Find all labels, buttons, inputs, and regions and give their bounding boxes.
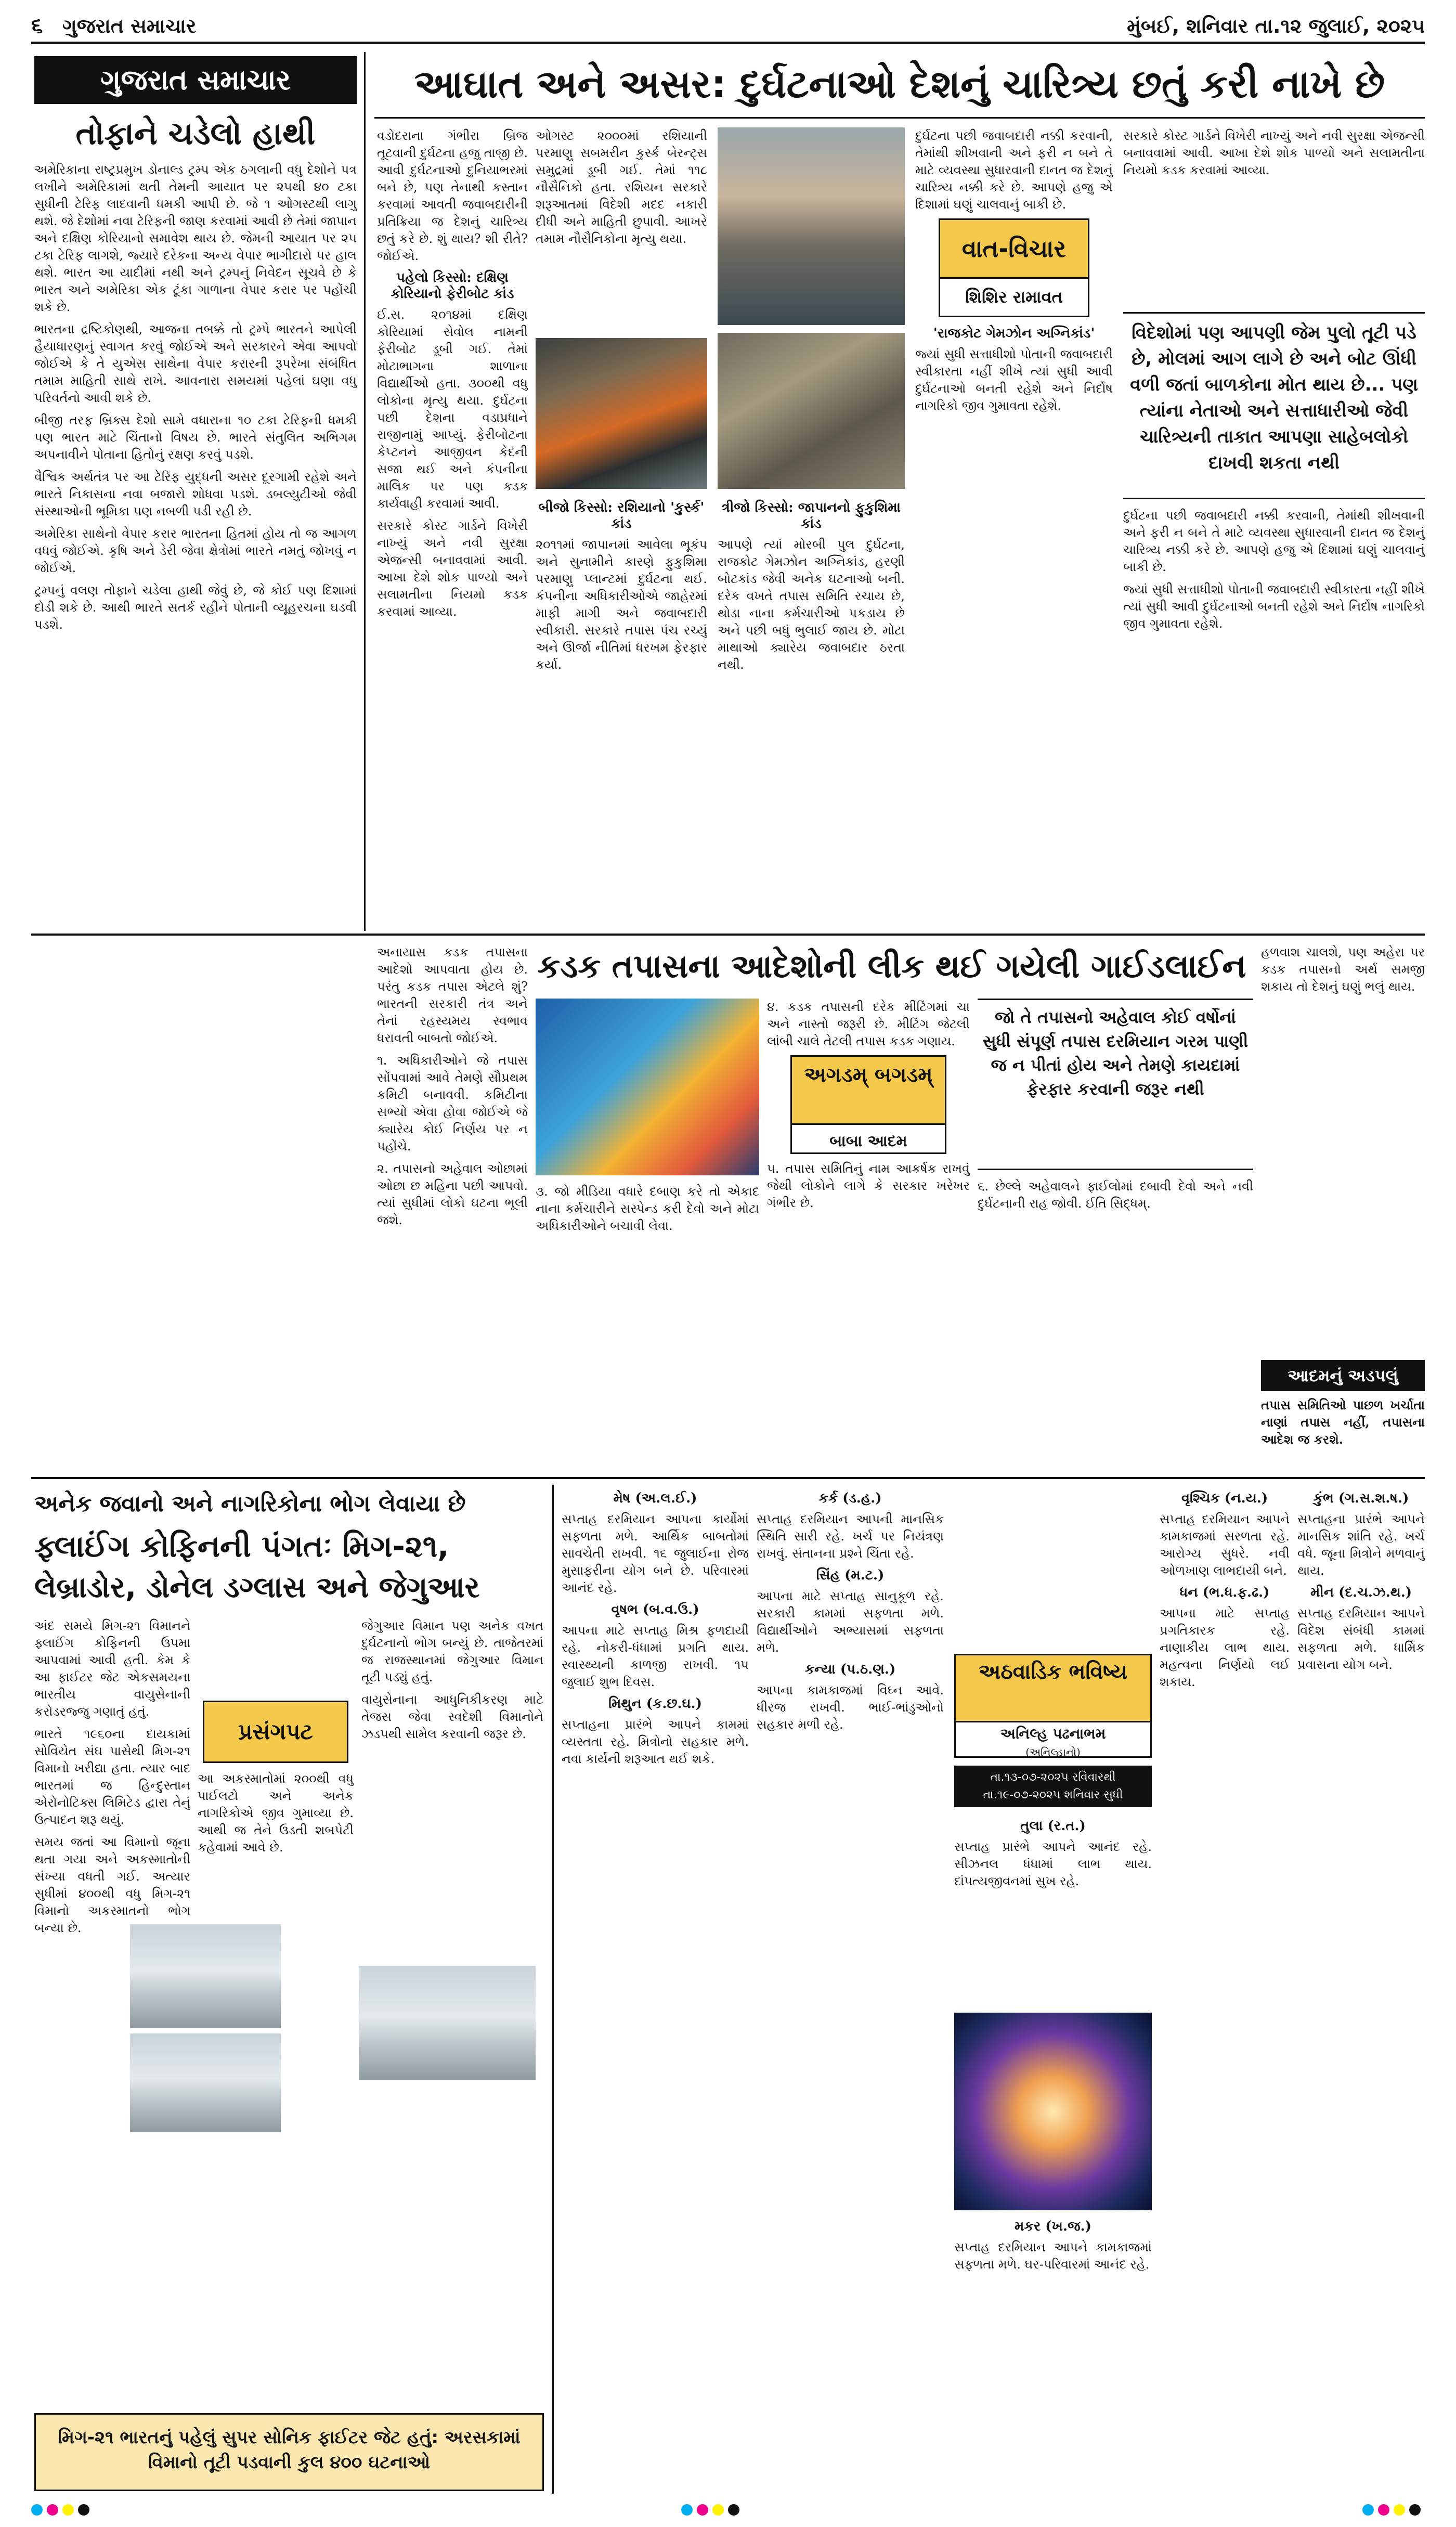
masthead-banner bbox=[34, 56, 357, 104]
main-story-col-2b bbox=[536, 497, 707, 923]
sign-name: તુલા (ર.ત.) bbox=[1020, 1818, 1086, 1834]
registration-mark-yellow bbox=[1394, 2504, 1405, 2516]
second-story-paragraph: અનાયાસ કડક તપાસના આદેશો આપવાતા હોય છે. પરંતુ કડક તપાસ એટલે શું? ભારતની સરકારી તંત્ર અને તેનાં રહસ્યમય સ્વભાવ ધરાવતી બાબતો જોઈએ. bbox=[377, 945, 528, 1045]
main-headline-rule bbox=[374, 117, 1425, 119]
sign-text: સપ્તાહ દરમિયાન આપને કામકાજમાં સરળતા રહે. આરોગ્ય સુધરે. નવી ઓળખાણ લાભદાયી બને. bbox=[1160, 1512, 1290, 1578]
editorial-paragraph: ટ્રમ્પનું વલણ તોફાને ચડેલા હાથી જેવું છે, જે કોઈ પણ દિશામાં દોડી શકે છે. આથી ભારતે સતર્ક રહીને પોતાની વ્યૂહરચના ઘડવી પડશે. bbox=[34, 583, 357, 632]
sign-name: ધન (ભ.ધ.ફ.ઢ.) bbox=[1179, 1585, 1270, 1600]
main-story-col-5b bbox=[1123, 507, 1425, 923]
main-story-paragraph: વડોદરાના ગંભીરા બ્રિજ તૂટવાની દુર્ઘટના હજુ તાજી છે. આવી દુર્ઘટનાઓ દુનિયાભરમાં બને છે, પણ તેનાથી કસ્તાન કરવામાં આવતી જવાબદારીની પ્રતિક્રિયા જ દેશનું ચારિત્ર્ય છતું કરે છે. શું થાય? શી રીતે? જોઈએ. bbox=[377, 128, 528, 263]
main-story-paragraph: આપણે ત્યાં મોરબી પુલ દુર્ઘટના, રાજકોટ ગેમઝોન અગ્નિકાંડ, હરણી બોટકાંડ જેવી અનેક ઘટનાઓ બની. દરેક વખતે તપાસ સમિતિ રચાય છે, થોડા નાના કર્મચારીઓ પકડાય છે અને પછી બધું ભુલાઈ જાય છે. મોટા માથાઓ ક્યારેય જવાબદાર ઠરતા નથી. bbox=[718, 537, 905, 672]
agadam-bagadam-badge bbox=[790, 1055, 946, 1154]
registration-mark-black bbox=[728, 2504, 739, 2516]
registration-mark-magenta bbox=[697, 2504, 708, 2516]
second-story-paragraph: હળવાશ ચાલશે, પણ અહેરા પર કડક તપાસનો અર્થ સમજી શકાય તો દેશનું ઘણું ભલું થાય. bbox=[1261, 945, 1425, 994]
section-rule-2 bbox=[31, 1477, 1425, 1479]
sign-text: આપના માટે સપ્તાહ મિશ્ર ફળદાયી રહે. નોકરી-ધંધામાં પ્રગતિ થાય. સ્વાસ્થ્યની કાળજી રાખવી. ૧૫ જુલાઈ શુભ દિવસ. bbox=[562, 1623, 749, 1689]
horoscope-badge bbox=[954, 1654, 1152, 1758]
sign-name: સિંહ (મ.ટ.) bbox=[816, 1567, 885, 1583]
second-story-paragraph: ૩. જો મીડિયા વધારે દબાણ કરે તો એકાદ નાના કર્મચારીને સસ્પેન્ડ કરી દેવો અને મોટા અધિકારીઓને બચાવી લેવા. bbox=[536, 1184, 759, 1233]
editorial-paragraph: ભારતના દ્રષ્ટિકોણથી, આજના તબક્કે તો ટ્રમ્પે ભારતને આપેલી હૈયાધારણનું સ્વાગત કરવું જોઈએ અને સરકારને એવા આપવો જોઈએ કે તે યુએસ સાથેના વેપાર કરારની રૂપરેખા સંબંધિત તમામ માહિતી સાથે રાખે. આવનારા સમયમાં પહેલાં ઘણા વધુ પરિવર્તનો આવી શકે છે. bbox=[34, 322, 357, 405]
registration-mark-black bbox=[1409, 2504, 1421, 2516]
registration-mark-cyan bbox=[681, 2504, 693, 2516]
main-story-subhead: 'રાજકોટ ગેમઝોન અગ્નિકાંડ' bbox=[933, 326, 1095, 341]
badge-author: શિશિર રામાવત bbox=[965, 287, 1063, 307]
second-story-col-1 bbox=[377, 944, 528, 1469]
main-story-col-3 bbox=[718, 497, 905, 923]
editorial-paragraph: વૈશ્વિક અર્થતંત્ર પર આ ટેરિફ યુદ્ધની અસર દૂરગામી રહેશે અને ભારતે નિકાસના નવા બજારો શોધવા પડશે. ડબલ્યુટીઓ જેવી સંસ્થાઓની ભૂમિકા પણ નબળી પડી રહી છે. bbox=[34, 470, 357, 519]
page-header bbox=[31, 11, 1425, 41]
pullquote-text: વિદેશોમાં પણ આપણી જેમ પુલો તૂટી પડે છે, મોલમાં આગ લાગે છે અને બોટ ઊંધી વળી જતાં બાળકોના મોત થાય છે... પણ ત્યાંના નેતાઓ અને સત્તાધારીઓ જેવી ચારિત્ર્યની તાકાત આપણા સાહેબલોકો દાખવી શકતા નથી bbox=[1130, 322, 1418, 473]
sign-text: સપ્તાહના પ્રારંભે આપને માનસિક શાંતિ રહે. ખર્ચ વધે. જૂના મિત્રોને મળવાનું થાય. bbox=[1297, 1512, 1425, 1578]
horoscope-col-2 bbox=[757, 1487, 944, 2491]
sign-name: મીન (દ.ચ.ઝ.થ.) bbox=[1310, 1585, 1412, 1600]
ship-fire-photo bbox=[536, 338, 707, 489]
jet-story-paragraph: સમય જતાં આ વિમાનો જૂના થતા ગયા અને અકસ્માતોની સંખ્યા વધતી ગઈ. અત્યાર સુધીમાં ૪૦૦થી વધુ મિગ-૨૧ વિમાનો અકસ્માતનો ભોગ બન્યા છે. bbox=[34, 1835, 190, 1935]
meeting-illustration bbox=[536, 999, 759, 1175]
horoscope-author: અનિલ્હ પઢનાભમ bbox=[1000, 1725, 1106, 1742]
sign-name: મેષ (અ.લ.ઈ.) bbox=[613, 1491, 697, 1506]
horoscope-col-5 bbox=[1297, 1487, 1425, 2491]
adadam-tagline-box bbox=[1261, 1360, 1425, 1391]
second-story-col-3 bbox=[767, 999, 970, 1469]
pullquote-text: જો તે તપાસનો અહેવાલ કોઈ વર્ષોનાં સુધી સંપૂર્ણ તપાસ દરમિયાન ગરમ પાણી જ ન પીતાં હોય અને તેમણે કાયદામાં ફેરફાર કરવાની જરૂર નથી bbox=[982, 1007, 1249, 1099]
sign-text: આપના કામકાજમાં વિઘ્ન આવે. ધીરજ રાખવી. ભાઈ-ભાંડુઓનો સહકાર મળી રહે. bbox=[757, 1683, 944, 1732]
second-story-paragraph: ૬. છેલ્લે અહેવાલને ફાઈલોમાં દબાવી દેવો અને નવી દુર્ઘટનાની રાહ જોવી. ઈતિ સિદ્ધમ્. bbox=[978, 1179, 1253, 1211]
editorial-paragraph: અમેરિકા સાથેનો વેપાર કરાર ભારતના હિતમાં હોય તો જ આગળ વધવું જોઈએ. કૃષિ અને ડેરી જેવા ક્ષેત્રોમાં ભારતે નમતું જોખવું ન જોઈએ. bbox=[34, 526, 357, 575]
header-rule bbox=[31, 42, 1425, 44]
badge-author: બાબા આદમ bbox=[829, 1132, 907, 1150]
jet-story-paragraph: અંદ સમયે મિગ-૨૧ વિમાનને ફ્લાઈંગ કોફિનની ઉપમા આપવામાં આવી હતી. કેમ કે આ ફાઈટર જેટ એકસમયના ભારતીય વાયુસેનાની કરોડરજ્જુ ગણાતું હતું. bbox=[34, 1618, 190, 1719]
registration-mark-yellow bbox=[712, 2504, 724, 2516]
jet-headline-line1: ફ્લાઈંગ કોફિનની પંગતઃ મિગ-૨૧, bbox=[34, 1528, 449, 1564]
second-headline: કડક તપાસના આદેશોની લીક થઈ ગયેલી ગાઈડલાઈન bbox=[537, 947, 1246, 985]
main-story-subhead: ત્રીજો કિસ્સો: જાપાનનો ફુકુશિમા કાંડ bbox=[721, 500, 901, 532]
main-story-paragraph: સરકારે કોસ્ટ ગાર્ડને વિખેરી નાખ્યું અને નવી સુરક્ષા એજન્સી બનાવવામાં આવી. આખા દેશે શોક પાળ્યો અને સલામતીના નિયમો કડક કરવામાં આવ્યા. bbox=[377, 519, 528, 619]
sign-text: સપ્તાહના પ્રારંભે આપને કામમાં વ્યસ્તતા રહે. મિત્રોનો સહકાર મળે. નવા કાર્યની શરૂઆત થઈ શકે. bbox=[562, 1717, 749, 1766]
main-story-subhead: બીજો કિસ્સો: રશિયાનો 'કુર્સ્ક' કાંડ bbox=[538, 500, 705, 532]
second-story-paragraph: ૧. અધિકારીઓને જે તપાસ સોંપવામાં આવે તેમણે સૌપ્રથમ કમિટી બનાવવી. કમિટીના સભ્યો એવા હોવા જોઈએ જે ક્યારેય કોઈ નિર્ણય પર ન પહોંચે. bbox=[377, 1053, 528, 1154]
section-rule-1 bbox=[31, 934, 1425, 936]
left-column-divider bbox=[364, 52, 366, 931]
vaat-vichar-badge bbox=[939, 218, 1089, 317]
second-pullquote bbox=[978, 999, 1253, 1170]
jet-story-paragraph: જેગુઆર વિમાન પણ અનેક વખત દુર્ઘટનાનો ભોગ બન્યું છે. તાજેતરમાં જ રાજસ્થાનમાં જેગુઆર વિમાન તૂટી પડ્યું હતું. bbox=[361, 1618, 543, 1684]
main-story-paragraph: જ્યાં સુધી સત્તાધીશો પોતાની જવાબદારી સ્વીકારતા નહીં શીખે ત્યાં સુધી આવી દુર્ઘટનાઓ બનતી રહેશે અને નિર્દોષ નાગરિકો જીવ ગુમાવતા રહેશે. bbox=[1123, 582, 1425, 631]
sign-name: કર્ક (ડ.હ.) bbox=[818, 1491, 882, 1506]
badge-title: અગડમ્ બગડમ્ bbox=[792, 1057, 945, 1125]
jet-story-paragraph: વાયુસેનાના આધુનિકીકરણ માટે તેજસ જેવા સ્વદેશી વિમાનોને ઝડપથી સામેલ કરવાની જરૂર છે. bbox=[361, 1692, 543, 1741]
sign-name: કુંભ (ગ.સ.શ.ષ.) bbox=[1313, 1491, 1409, 1506]
sign-name: વૃશ્ચિક (ન.ય.) bbox=[1181, 1491, 1268, 1506]
horoscope-col-4 bbox=[1160, 1487, 1290, 2491]
main-story-subhead: પહેલો કિસ્સો: દક્ષિણ કોરિયાનો ફેરીબોટ કાંડ bbox=[391, 270, 514, 302]
registration-mark-magenta bbox=[1378, 2504, 1389, 2516]
registration-mark-yellow bbox=[62, 2504, 74, 2516]
main-story-paragraph: ઈ.સ. ૨૦૧૪માં દક્ષિણ કોરિયામાં સેવોલ નામની ફેરીબોટ ડૂબી ગઈ. તેમાં મોટાભાગના શાળાના વિદ્યાર્થીઓ હતા. ૩૦૦થી વધુ લોકોના મૃત્યુ થયા. દુર્ઘટના પછી દેશના વડાપ્રધાને રાજીનામું આપ્યું. ફેરીબોટના કેપ્ટનને આજીવન કેદની સજા થઈ અને કંપનીના માલિક પર પણ કડક કાર્યવાહી કરવામાં આવી. bbox=[377, 307, 528, 511]
debris-photo bbox=[718, 333, 905, 489]
jet-story-col-2 bbox=[198, 1617, 354, 2403]
nuclear-plant-photo bbox=[718, 127, 905, 325]
second-story-col-5 bbox=[1261, 944, 1425, 1355]
sign-text: સપ્તાહ દરમિયાન આપને કામકાજમાં સફળતા મળે. ઘર-પરિવારમાં આનંદ રહે. bbox=[954, 2240, 1152, 2272]
main-story-paragraph: દુર્ઘટના પછી જવાબદારી નક્કી કરવાની, તેમાંથી શીખવાની અને ફરી ન બને તે માટે વ્યવસ્થા સુધારવાની દાનત જ દેશનું ચારિત્ર્ય નક્કી કરે છે. આપણે હજુ એ દિશામાં ઘણું ચાલવાનું બાકી છે. bbox=[1123, 508, 1425, 574]
main-story-col-2 bbox=[536, 127, 707, 335]
second-story-paragraph: ૪. કડક તપાસની દરેક મીટિંગમાં ચા અને નાસ્તો જરૂરી છે. મીટિંગ જેટલી લાંબી ચાલે તેટલી તપાસ કડક ગણાય. bbox=[767, 1000, 970, 1048]
zodiac-wheel-image bbox=[954, 2013, 1152, 2210]
sign-name: મિથુન (ક.છ.ઘ.) bbox=[608, 1696, 702, 1712]
registration-mark-magenta bbox=[47, 2504, 58, 2516]
sign-text: આપના માટે સપ્તાહ સાનુકૂળ રહે. સરકારી કામમાં સફળતા મળે. વિદ્યાર્થીઓને અભ્યાસમાં સફળતા મળે. bbox=[757, 1589, 944, 1655]
horoscope-col-1 bbox=[562, 1487, 749, 2491]
jet-headline-line2: લેબ્રાડોર, ડોનેલ ડગ્લાસ અને જેગુઆર bbox=[34, 1571, 480, 1604]
editorial-title: તોફાને ચડેલો હાથી bbox=[75, 115, 316, 152]
jet-story-paragraph: ભારતે ૧૯૬૦ના દાયકામાં સોવિયેત સંઘ પાસેથી મિગ-૨૧ વિમાનો ખરીદ્યા હતા. ત્યાર બાદ ભારતમાં જ હિન્દુસ્તાન એરોનોટિક્સ લિમિટેડ દ્વારા તેનું ઉત્પાદન શરૂ થયું. bbox=[34, 1727, 190, 1827]
main-story-paragraph: ૨૦૧૧માં જાપાનમાં આવેલા ભૂકંપ અને સુનામીને કારણે ફુકુશિમા પરમાણુ પ્લાન્ટમાં દુર્ઘટના થઈ. કંપનીના અધિકારીઓએ જાહેરમાં માફી માગી અને જવાબદારી સ્વીકારી. સરકારે તપાસ પંચ રચ્યું અને ઊર્જા નીતિમાં ધરખમ ફેરફાર કર્યા. bbox=[536, 537, 707, 672]
sign-text: સપ્તાહ દરમિયાન આપના કાર્યોમાં સફળતા મળે. આર્થિક બાબતોમાં સાવચેતી રાખવી. ૧૬ જુલાઈના રોજ મુસાફરીના યોગ બને છે. પરિવારમાં આનંદ રહે. bbox=[562, 1512, 749, 1595]
main-headline: આઘાત અને અસર: દુર્ઘટનાઓ દેશનું ચારિત્ર્ય છતું કરી નાખે છે bbox=[414, 62, 1385, 107]
editorial-paragraph: બીજી તરફ બ્રિક્સ દેશો સામે વધારાના ૧૦ ટકા ટેરિફની ધમકી પણ ભારત માટે ચિંતાનો વિષય છે. ભારતે સંતુલિત અભિગમ અપનાવીને પોતાના હિતોનું રક્ષણ કરવું પડશે. bbox=[34, 413, 357, 462]
sign-name: વૃષભ (બ.વ.ઉ.) bbox=[611, 1602, 699, 1617]
masthead-title: ગુજરાત સમાચાર bbox=[100, 63, 291, 96]
horoscope-author-sub: (અનિલ્હાનો) bbox=[1025, 1746, 1081, 1758]
horoscope-dates bbox=[954, 1766, 1152, 1807]
main-pullquote bbox=[1123, 312, 1425, 499]
badge-title: અઠવાડિક ભવિષ્ય bbox=[956, 1655, 1150, 1722]
main-story-paragraph: સરકારે કોસ્ટ ગાર્ડને વિખેરી નાખ્યું અને નવી સુરક્ષા એજન્સી બનાવવામાં આવી. આખા દેશે શોક પાળ્યો અને સલામતીના નિયમો કડક કરવામાં આવ્યા. bbox=[1123, 128, 1425, 177]
second-story-paragraph: ૫. તપાસ સમિતિનું નામ આકર્ષક રાખવું જેથી લોકોને લાગે કે સરકાર ખરેખર ગંભીર છે. bbox=[767, 1161, 970, 1210]
sign-name: કન્યા (પ.ઠ.ણ.) bbox=[804, 1662, 896, 1677]
jet-story-paragraph: આ અકસ્માતોમાં ૨૦૦થી વધુ પાઈલટો અને અનેક નાગરિકોએ જીવ ગુમાવ્યા છે. આથી જ તેને ઉડતી શબપેટી કહેવામાં આવે છે. bbox=[198, 1771, 354, 1855]
sign-name: મકર (ખ.જ.) bbox=[1015, 2219, 1091, 2234]
horoscope-col-3a bbox=[954, 1815, 1152, 2007]
main-story-paragraph: જ્યાં સુધી સત્તાધીશો પોતાની જવાબદારી સ્વીકારતા નહીં શીખે ત્યાં સુધી આવી દુર્ઘટનાઓ બનતી રહેશે અને નિર્દોષ નાગરિકો જીવ ગુમાવતા રહેશે. bbox=[915, 347, 1113, 413]
second-story-footnote bbox=[1261, 1396, 1425, 1469]
horoscope-dates-text: તા.૧૩-૦૭-૨૦૨૫ રવિવારથી તા.૧૯-૦૭-૨૦૨૫ શનિવાર સુધી bbox=[983, 1771, 1123, 1802]
jet-bottom-text: મિગ-૨૧ ભારતનું પહેલું સુપર સોનિક ફાઈટર જેટ હતું: અરસકામાં વિમાનો તૂટી પડવાની કુલ ૪૦૦ ઘટનાઓ bbox=[58, 2427, 521, 2473]
sign-text: સપ્તાહ પ્રારંભે આપને આનંદ રહે. સીઝનલ ધંધામાં લાભ થાય. દાંપત્યજીવનમાં સુખ રહે. bbox=[954, 1839, 1152, 1888]
prasangpat-badge bbox=[203, 1701, 348, 1763]
registration-mark-black bbox=[78, 2504, 89, 2516]
editorial-body bbox=[34, 161, 357, 926]
sign-text: સપ્તાહ દરમિયાન આપની માનસિક સ્થિતિ સારી રહે. ખર્ચ પર નિયંત્રણ રાખવું. સંતાનના પ્રશ્ને ચિંતા રહે. bbox=[757, 1512, 944, 1561]
adadam-tagline: આદમનું અડપલું bbox=[1288, 1366, 1398, 1385]
editorial-paragraph: અમેરિકાના રાષ્ટ્રપ્રમુખ ડોનાલ્ડ ટ્રમ્પ એક ઠગલાની વધુ દેશોને પત્ર લખીને અમેરિકામાં થતી તેમની આયાત પર ૨૫થી ૪૦ ટકા સુધીની ટેરિફ લાદવાની ધમકી આપી છે. જે ૧ ઓગસ્ટથી લાગુ થશે. જે દેશોમાં નવા ટેરિફની જાણ કરવામાં આવી છે તેમાં જાપાન અને દક્ષિણ કોરિયાનો સમાવેશ થાય છે. જેમની આયાત પર ૨૫ ટકા ટેરિફ લાગશે, જ્યારે દરેકના અન્ય વેપાર ભાગીદારો પર હાલ થશે. ભારત આ યાદીમાં નથી અને ટ્રમ્પનું નિવેદન સૂચવે છે કે ભારત અને અમેરિકા એક ટૂંકા ગાળાના વેપાર કરાર પર પહોંચી શકે છે. bbox=[34, 162, 357, 314]
registration-mark-cyan bbox=[1362, 2504, 1374, 2516]
main-story-col-4 bbox=[915, 127, 1113, 923]
sign-text: સપ્તાહ દરમિયાન આપને વિદેશ સંબંધી કામમાં સફળતા મળે. ધાર્મિક પ્રવાસના યોગ બને. bbox=[1297, 1606, 1425, 1672]
page-number: ૬ bbox=[31, 14, 43, 37]
jet-bottom-box bbox=[34, 2413, 544, 2491]
sign-text: આપના માટે સપ્તાહ પ્રગતિકારક રહે. નાણાકીય લાભ થાય. મહત્વના નિર્ણયો લઈ શકાય. bbox=[1160, 1606, 1290, 1689]
jet-kicker: અનેક જવાનો અને નાગરિકોના ભોગ લેવાયા છે bbox=[34, 1491, 466, 1517]
second-story-col-2 bbox=[536, 1183, 759, 1469]
badge-title: પ્રસંગપટ bbox=[238, 1719, 313, 1744]
footnote-text: તપાસ સમિતિઓ પાછળ ખર્ચાતા નાણાં તપાસ નહીં, તપાસના આદેશ જ કરશે. bbox=[1261, 1397, 1425, 1447]
jet-story-col-3 bbox=[361, 1617, 543, 2403]
main-story-col-5 bbox=[1123, 127, 1425, 304]
main-story-col-1 bbox=[377, 127, 528, 923]
second-story-col-4 bbox=[978, 1178, 1253, 1469]
dateline: મુંબઈ, શનિવાર તા.૧૨ જુલાઈ, ૨૦૨૫ bbox=[1127, 15, 1425, 37]
main-story-paragraph: ઓગસ્ટ ૨૦૦૦માં રશિયાની પરમાણુ સબમરીન કુર્સ્ક બેરન્ટ્સ સમુદ્રમાં ડૂબી ગઈ. તેમાં ૧૧૮ નૌસૈનિકો હતા. રશિયન સરકારે શરૂઆતમાં વિદેશી મદદ નકારી દીધી અને માહિતી છુપાવી. આખરે તમામ નૌસૈનિકોના મૃત્યુ થયા. bbox=[536, 128, 707, 246]
second-story-paragraph: ૨. તપાસનો અહેવાલ ઓછામાં ઓછા છ મહિના પછી આપવો. ત્યાં સુધીમાં લોકો ઘટના ભૂલી જશે. bbox=[377, 1161, 528, 1227]
main-story-paragraph: દુર્ઘટના પછી જવાબદારી નક્કી કરવાની, તેમાંથી શીખવાની અને ફરી ન બને તે માટે વ્યવસ્થા સુધારવાની દાનત જ દેશનું ચારિત્ર્ય નક્કી કરે છે. આપણે હજુ એ દિશામાં ઘણું ચાલવાનું બાકી છે. bbox=[915, 128, 1113, 212]
registration-mark-cyan bbox=[31, 2504, 43, 2516]
jet-horoscope-divider bbox=[552, 1485, 554, 2494]
paper-name: ગુજરાત સમાચાર bbox=[62, 15, 197, 37]
badge-title: વાત-વિચાર bbox=[940, 220, 1088, 279]
horoscope-col-3b bbox=[954, 2215, 1152, 2491]
